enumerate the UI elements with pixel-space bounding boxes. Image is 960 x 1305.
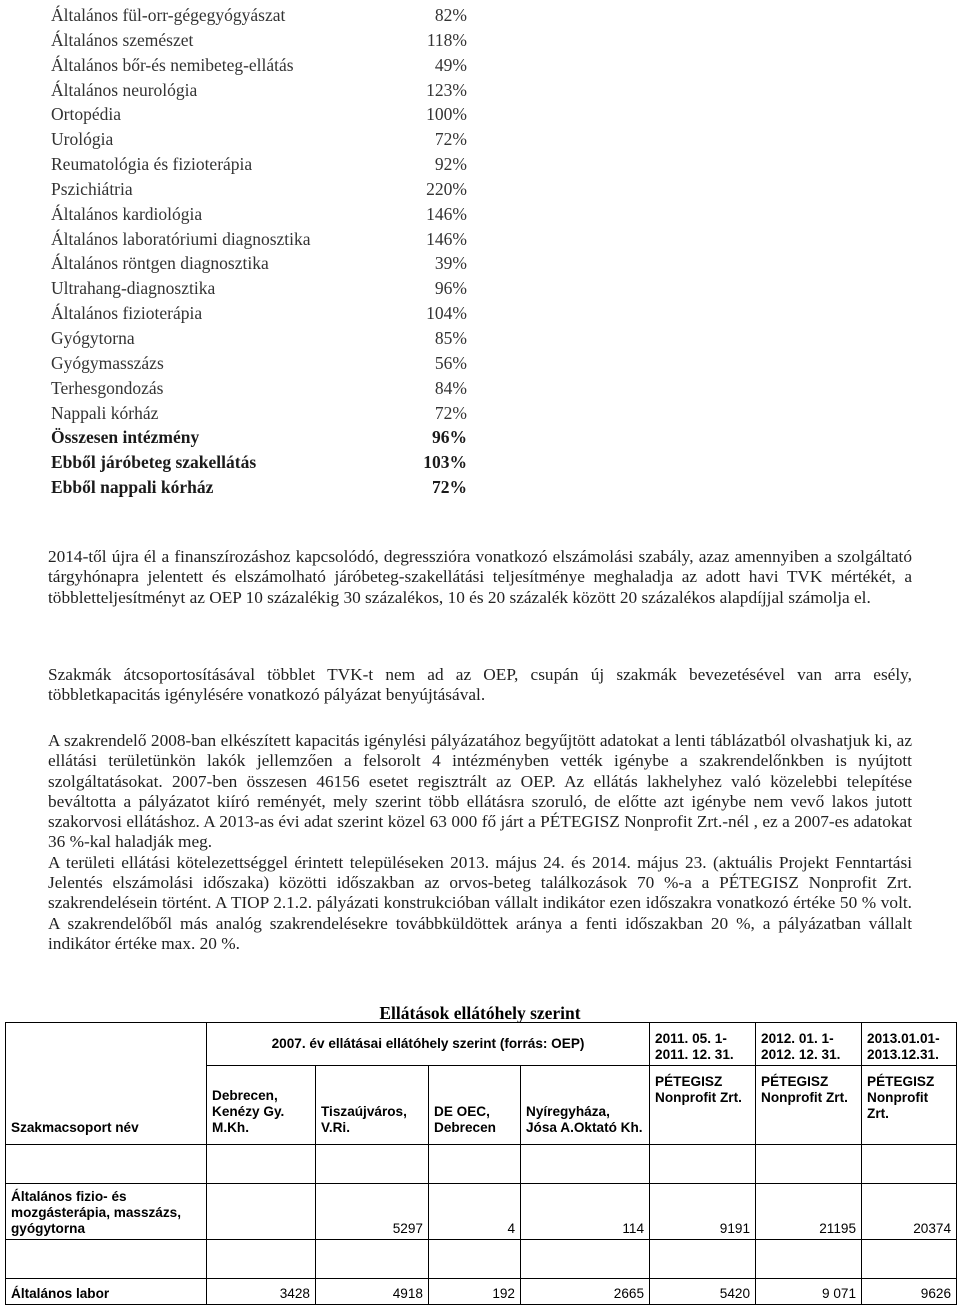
specialty-percentage: 100% xyxy=(426,104,467,125)
specialty-name: Nappali kórház xyxy=(51,402,159,423)
header-2007-subtitle: 2007. év ellátásai ellátóhely szerint (forrás: OEP) xyxy=(207,1023,650,1066)
specialty-percentage: 104% xyxy=(426,303,467,324)
list-item xyxy=(51,326,467,351)
header-nyiregyhaza: Nyíregyháza, Jósa A.Oktató Kh. xyxy=(521,1066,650,1145)
specialty-name: Gyógytorna xyxy=(51,327,135,348)
header-debrecen-kenezy: Debrecen, Kenézy Gy. M.Kh. xyxy=(207,1066,316,1145)
table-cell: 21195 xyxy=(756,1184,862,1240)
list-item xyxy=(51,177,467,202)
header-petegisz-2012: PÉTEGISZ Nonprofit Zrt. xyxy=(756,1066,862,1145)
header-specialty-group: Szakmacsoport név xyxy=(6,1023,207,1145)
specialty-name: Urológia xyxy=(51,129,114,150)
specialty-percentage: 220% xyxy=(426,178,467,199)
table-cell: 2665 xyxy=(521,1279,650,1305)
header-de-oec: DE OEC, Debrecen xyxy=(429,1066,521,1145)
list-item xyxy=(51,401,467,426)
paragraph-indicators: A területi ellátási kötelezettséggel érintett településeken 2013. május 24. és 2014. május 23. (aktuális Projekt Fenntartási Jelentés elszámolási időszaka) közötti időszakban az orvos-beteg találkozások 70 %-a a PÉTEGISZ Nonprofit Zrt. szakrendelésein történt. A TIOP 2.1.2. pályázati konstrukcióban vállalt indikátor ezen időszakra vonatkozó értéke 50 % volt. A szakrendelőből más analóg szakrendelésekre továbbküldöttek aránya a fenti időszakban 20 %, a pályázatban vállalt indikátor értéke max. 20 %. xyxy=(48,852,912,953)
header-petegisz-2013: PÉTEGISZ Nonprofit Zrt. xyxy=(862,1066,957,1145)
paragraph-capacity xyxy=(48,731,912,954)
paragraph-degression-rule: 2014-től újra él a finanszírozáshoz kapcsolódó, degresszióra vonatkozó elszámolási szabály, azaz amennyiben a szolgáltató tárgyhónapra jelentett és elszámolható járóbeteg-szakellátási teljesítménye meghaladja az adott havi TVK mértékét, a többletteljesítményt az OEP 10 százalékig 30 százalékos, 10 és 20 százalék között 20 százalékos alapdíjjal számolja el. xyxy=(48,547,912,607)
list-item xyxy=(51,202,467,227)
header-period-2012: 2012. 01. 1- 2012. 12. 31. xyxy=(756,1023,862,1066)
specialty-percentage-list xyxy=(51,3,467,500)
specialty-name: Ebből nappali kórház xyxy=(51,477,214,498)
list-item xyxy=(51,3,467,28)
specialty-percentage: 96% xyxy=(432,427,467,448)
table-cell: 4918 xyxy=(316,1279,429,1305)
list-item xyxy=(51,351,467,376)
table-cell: 114 xyxy=(521,1184,650,1240)
header-period-2013: 2013.01.01- 2013.12.31. xyxy=(862,1023,957,1066)
list-item xyxy=(51,376,467,401)
list-item xyxy=(51,28,467,53)
list-item xyxy=(51,276,467,301)
specialty-name: Gyógymasszázs xyxy=(51,352,164,373)
provider-table xyxy=(5,1022,957,1305)
specialty-percentage: 72% xyxy=(434,129,467,150)
table-cell: 9626 xyxy=(862,1279,957,1305)
paragraph-tvk-regrouping: Szakmák átcsoportosításával többlet TVK-t nem ad az OEP, csupán új szakmák bevezetésével van arra esély, többletkapacitás igénylésére vonatkozó pályázat benyújtásával. xyxy=(48,665,912,705)
table-cell: 5420 xyxy=(650,1279,756,1305)
specialty-percentage: 118% xyxy=(426,29,467,50)
specialty-name: Általános kardiológia xyxy=(51,203,203,224)
list-item xyxy=(51,227,467,252)
specialty-percentage: 82% xyxy=(434,5,467,25)
table-cell: 9191 xyxy=(650,1184,756,1240)
table-cell: 5297 xyxy=(316,1184,429,1240)
specialty-name: Ultrahang-diagnosztika xyxy=(51,278,216,299)
specialty-percentage: 72% xyxy=(432,477,467,498)
specialty-percentage: 146% xyxy=(426,228,467,249)
specialty-name: Általános fül-orr-gégegyógyászat xyxy=(51,5,286,25)
specialty-name: Általános bőr-és nemibeteg-ellátás xyxy=(51,54,294,75)
table-cell xyxy=(207,1184,316,1240)
table-row xyxy=(6,1279,957,1305)
specialty-name: Ebből járóbeteg szakellátás xyxy=(51,452,257,473)
specialty-name: Általános szemészet xyxy=(51,29,194,50)
table-cell: 3428 xyxy=(207,1279,316,1305)
specialty-name: Általános röntgen diagnosztika xyxy=(51,253,269,274)
specialty-percentage: 92% xyxy=(434,154,467,175)
specialty-percentage: 123% xyxy=(426,79,467,100)
header-tiszaujvaros: Tiszaújváros, V.Ri. xyxy=(316,1066,429,1145)
list-item xyxy=(51,53,467,78)
paragraph-capacity-history: A szakrendelő 2008-ban elkészített kapacitás igénylési pályázatához begyűjtött adatokat a lenti táblázatból olvashatjuk ki, az ellátási területünkön lakók jellemzően a felsorolt 4 intézményben vették igénybe a szakrendelőnkben is nyújtott szolgáltatásokat. 2007-ben összesen 46156 esetet regisztrált az OEP. Az ellátás lakhelyhez való közelebbi telepítése beváltotta a pályázatot kiíró reményét, mely szerint több ellátásra szoruló, de előtte azt igénybe nem vevő lakos jutott szakorvosi ellátáshoz. A 2013-as évi adat szerint közel 63 000 fő járt a PÉTEGISZ Nonprofit Zrt.-nél , ez a 2007-es adatokat 36 %-kal haladják meg. xyxy=(48,731,912,852)
specialty-name: Általános laboratóriumi diagnosztika xyxy=(51,228,311,249)
specialty-percentage: 84% xyxy=(434,377,467,398)
specialty-name: Ortopédia xyxy=(51,104,121,125)
table-cell: 9 071 xyxy=(756,1279,862,1305)
specialty-name: Általános fizioterápia xyxy=(51,303,203,324)
specialty-name: Összesen intézmény xyxy=(51,427,200,448)
table-title: Ellátások ellátóhely szerint xyxy=(379,1003,581,1023)
list-item xyxy=(51,425,467,450)
specialty-name: Terhesgondozás xyxy=(51,377,164,398)
table-cell: 192 xyxy=(429,1279,521,1305)
header-petegisz-2011: PÉTEGISZ Nonprofit Zrt. xyxy=(650,1066,756,1145)
list-item xyxy=(51,127,467,152)
table-cell: 4 xyxy=(429,1184,521,1240)
table-spacer-row xyxy=(6,1145,957,1184)
specialty-name: Pszichiátria xyxy=(51,178,133,199)
table-cell: 20374 xyxy=(862,1184,957,1240)
table-row xyxy=(6,1184,957,1240)
list-item xyxy=(51,251,467,276)
list-item xyxy=(51,301,467,326)
row-label: Általános fizio- és mozgásterápia, masszázs, gyógytorna xyxy=(6,1184,207,1240)
header-period-2011: 2011. 05. 1- 2011. 12. 31. xyxy=(650,1023,756,1066)
specialty-percentage: 39% xyxy=(434,253,467,274)
specialty-percentage: 85% xyxy=(434,327,467,348)
specialty-percentage: 49% xyxy=(434,54,467,75)
row-label: Általános labor xyxy=(6,1279,207,1305)
list-item xyxy=(51,102,467,127)
table-spacer-row xyxy=(6,1240,957,1279)
specialty-percentage: 96% xyxy=(434,278,467,299)
specialty-name: Általános neurológia xyxy=(51,79,198,100)
list-item xyxy=(51,450,467,475)
list-item xyxy=(51,152,467,177)
specialty-name: Reumatológia és fizioterápia xyxy=(51,154,253,175)
specialty-percentage: 72% xyxy=(434,402,467,423)
specialty-percentage: 56% xyxy=(434,352,467,373)
specialty-percentage: 103% xyxy=(423,452,467,473)
list-item xyxy=(51,475,467,500)
specialty-percentage: 146% xyxy=(426,203,467,224)
list-item xyxy=(51,78,467,103)
